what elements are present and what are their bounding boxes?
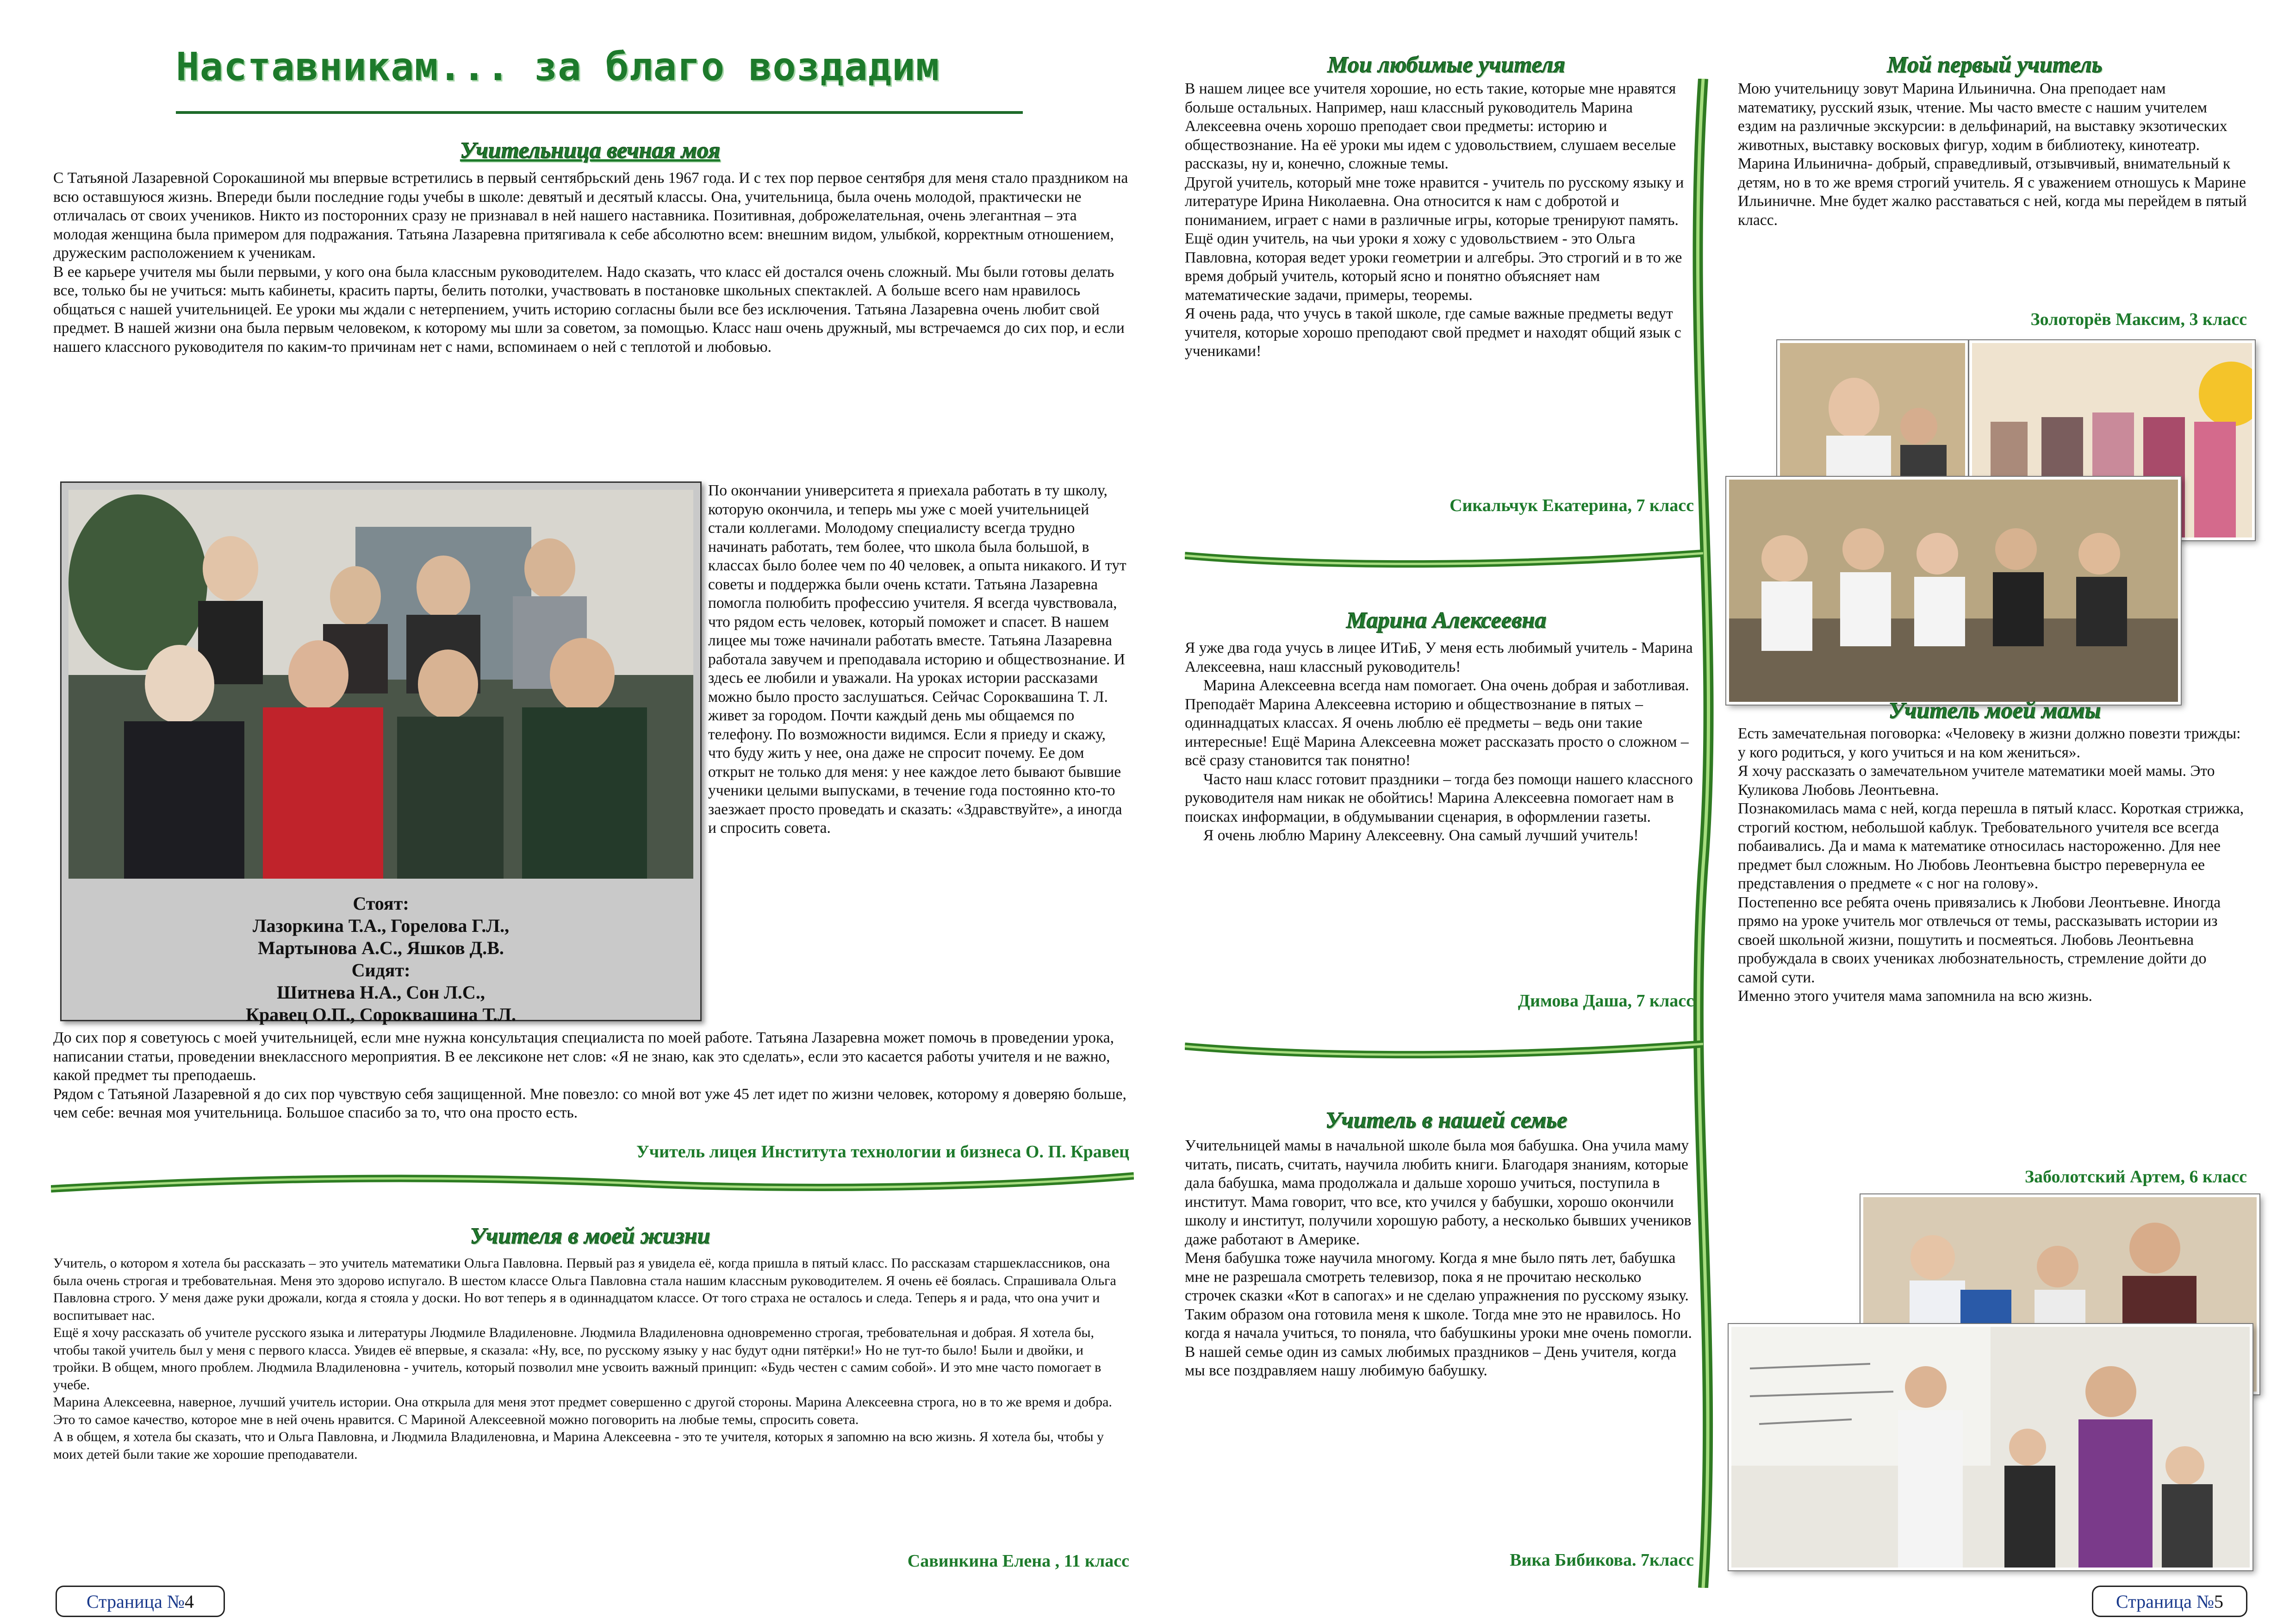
wave-divider: [51, 1171, 1134, 1199]
paragraph: Меня бабушка тоже научила многому. Когда я мне было пять лет, бабушка мне не разрешала смотреть телевизор, пока я не прочитаю несколько строчек сказки «Кот в сапогах» и не сделаю упражнения по русскому языку. Таким образом она готовила меня к школе. Тогда мне это не нравилось. Но когда я начала учиться, то поняла, что бабушкины уроки мне очень помогли.: [1185, 1249, 1692, 1342]
article-marina-alekseevna: [1185, 639, 1694, 845]
caption-line: Лазоркина Т.А., Горелова Г.Л.,: [252, 915, 510, 936]
caption-line: Мартынова А.С., Яшков Д.В.: [258, 937, 504, 958]
main-title: Наставникам... за благо воздадим: [176, 44, 940, 89]
paragraph: Познакомилась мама с ней, когда перешла в пятый класс. Короткая стрижка, строгий костюм, небольшой каблук. Требовательного учителя все всегда побаивались. Да и мама к математике относилась настороженно. Для нее предмет был сложным. Но Любовь Леонтьевна быстро перевернула ее представления о предмете « с ног на голову».: [1738, 800, 2244, 892]
article-teacher-forever-intro: [53, 169, 1132, 356]
photo-board-lesson: [1729, 1324, 2252, 1570]
title-underline: [176, 111, 1023, 114]
paragraph: Я очень рада, что учусь в такой школе, где самые важные предметы ведут учителя, которые хорошо преподают свой предмет и находят общий язык с учениками!: [1185, 305, 1681, 360]
article-teacher-in-family: [1185, 1137, 1694, 1380]
section-heading-marina-alekseevna: Марина Алексеевна: [1346, 607, 1547, 633]
paragraph: Есть замечательная поговорка: «Человеку в жизни должно повезти трижды: у кого родиться, у кого учиться и на ком жениться».: [1738, 725, 2241, 761]
paragraph: Ещё один учитель, на чьи уроки я хожу с удовольствием - это Ольга Павловна, которая ведет уроки геометрии и алгебры. Это строгий и в то же время добрый учитель, который ясно и понятно объясняет нам математические задачи, примеры, теоремы.: [1185, 230, 1682, 304]
paragraph: Марина Алексеевна всегда нам помогает. Она очень добрая и заботливая. Преподаёт Марина Алексеевна историю и обществознание в пятых – одиннадцатых классах. Я очень люблю её предметы – ведь они такие интересные! Ещё Марина Алексеевна может рассказать просто о сложном – всё сразу становится так понятно!: [1185, 677, 1689, 769]
signature: Савинкина Елена , 11 класс: [907, 1551, 1129, 1571]
section-heading-teacher-forever: Учительница вечная моя: [460, 137, 721, 163]
paragraph: В ее карьере учителя мы были первыми, у кого она была классным руководителем. Надо сказать, что класс ей достался очень сложный. Мы были готовы делать все, только бы не учиться: мыть кабинеты, красить парты, белить потолки, участвовать в постановке школьных спектаклей. А больше всего нам нравилось общаться с нашей учительницей. Ее уроки мы ждали с нетерпением, учить историю согласны были все без исключения. Татьяна Лазаревна очень любит свой предмет. В нашей жизни она была первым человеком, к которому мы шли за советом, за помощью. Класс наш очень дружный, мы встречаемся до сих пор, и если нашего классного руководителя по каким-то причинам нет с нами, вспоминаем о ней с теплотой и любовью.: [53, 263, 1125, 356]
caption-line: Сидят:: [351, 960, 411, 981]
section-heading-favorite-teachers: Мои любимые учителя: [1327, 51, 1565, 77]
signature: Заболотский Артем, 6 класс: [2025, 1167, 2247, 1187]
photo-classroom-students: [1726, 477, 2181, 705]
paragraph: В нашем лицее все учителя хорошие, но есть такие, которые мне нравятся больше остальных. Например, наш классный руководитель Марина Алексеевна очень хорошо преподает свои предметы: историю и обществознание. На её уроки мы идем с удовольствием, слушаем веселые рассказы, ну и, конечно, сложные темы.: [1185, 80, 1676, 172]
paragraph: Мою учительницу зовут Марина Ильинична. Она преподает нам математику, русский язык, чтение. Мы часто вместе с нашим учителем ездим на различные экскурсии: в дельфинарий, на выставку экзотических животных, выставку восковых фигур, ходим в библиотеку, кинотеатр. Марина Ильинична- добрый, справедливый, отзывчивый, внимательный к детям, но в то же время строгий учитель. Я с уважением отношусь к Марине Ильиничне. Мне будет жалко расставаться с ней, когда мы перейдем в пятый класс.: [1738, 80, 2247, 229]
page-num: 4: [185, 1591, 194, 1612]
signature: Сикальчук Екатерина, 7 класс: [1450, 496, 1694, 515]
article-moms-teacher: [1738, 725, 2247, 1006]
paragraph: Марина Алексеевна, наверное, лучший учитель истории. Она открыла для меня этот предмет совершенно с другой стороны. Марина Алексеевна строга, но в то же время и добра. Это то самое качество, которое мне в ней очень нравится. С Мариной Алексеевной можно поговорить на любые темы, спросить совета.: [53, 1394, 1112, 1427]
paragraph: По окончании университета я приехала работать в ту школу, которую окончила, и теперь мы уже с моей учительницей стали коллегами. Молодому специалисту всегда трудно начинать работать, тем более, что школа была большой, в классах было более чем по 40 человек, а опыта никакого. И тут советы и поддержка были очень кстати. Татьяна Лазаревна помогла полюбить профессию учителя. Я всегда чувствовала, что рядом есть человек, который поможет и спасет. В нашем лицее мы тоже начинали работать вместе. Татьяна Лазаревна работала завучем и преподавала историю и обществознание. И здесь ее любили и уважали. На уроках истории рассказами можно было просто заслушаться. Сейчас Сороквашина Т. Л. живет за городом. Почти каждый день мы общаемся по телефону. По возможности видимся. Если я приеду и скажу, что буду жить у нее, она даже не спросит почему. Ее дом открыт не только для меня: у нее каждое лето бывают бывшие ученики целыми выпусками, в течение года постоянно кто-то заезжает просто проведать и сказать: «Здравствуйте», а иногда и спросить совета.: [708, 482, 1126, 837]
paragraph: А в общем, я хотела бы сказать, что и Ольга Павловна, и Людмила Владиленовна, и Марина Алексеевна - это те учителя, которых я запомню на всю жизнь. Я хотела бы, чтобы у моих детей были такие же хорошие преподаватели.: [53, 1429, 1104, 1462]
article-teacher-forever-end: [53, 1029, 1132, 1123]
paragraph: Я очень люблю Марину Алексеевну. Она самый лучший учитель!: [1203, 827, 1639, 844]
paragraph: Часто наш класс готовит праздники – тогда без помощи нашего классного руководителя нам никак не обойтись! Марина Алексеевна помогает нам в поисках информации, в обдумывании сценария, в оформлении газеты.: [1185, 770, 1693, 825]
page-label: Страница №: [2116, 1591, 2214, 1612]
page-num: 5: [2214, 1591, 2223, 1612]
paragraph: Другой учитель, который мне тоже нравится - учитель по русскому языку и литературе Ирина Николаевна. Она относится к нам с добротой и пониманием, играет с нами в различные игры, которые тренируют память.: [1185, 174, 1684, 229]
group-photo-frame: [60, 481, 702, 1025]
paragraph: С Татьяной Лазаревной Сорокашиной мы впервые встретились в первый сентябрьский день 1967 года. И с тех пор первое сентября для меня стало праздником на всю оставшуюся жизнь. Впереди были последние годы учебы в школе: девятый и десятый классы. Она, учительница, была очень молодой, практически не отличалась от своих учеников. Никто из посторонних сразу не признавал в ней нашего наставника. Позитивная, доброжелательная, очень элегантная – эта молодая женщина была примером для подражания. Татьяна Лазаревна притягивала к себе абсолютно всем: внешним видом, улыбкой, корректным отношением, дружеским расположением к ученикам.: [53, 169, 1128, 262]
page-label: Страница №: [86, 1591, 185, 1612]
group-photo: [68, 490, 693, 879]
signature: Димова Даша, 7 класс: [1518, 991, 1694, 1011]
article-favorite-teachers: [1185, 80, 1694, 361]
wave-divider: [1185, 1037, 1703, 1065]
photo-caption: [62, 893, 700, 1026]
section-heading-first-teacher: Мой первый учитель: [1887, 51, 2103, 77]
paragraph: Именно этого учителя мама запомнила на всю жизнь.: [1738, 987, 2092, 1005]
section-heading-teachers-in-my-life: Учителя в моей жизни: [470, 1223, 710, 1249]
paragraph: В нашей семье один из самых любимых праздников – День учителя, когда мы все поздравляем нашу любимую бабушку.: [1185, 1343, 1677, 1379]
paragraph: Я хочу рассказать о замечательном учителе математики моей мамы. Это Куликова Любовь Леонтьевна.: [1738, 762, 2215, 799]
paragraph: Учитель, о котором я хотела бы рассказать – это учитель математики Ольга Павловна. Первый раз я увидела её, когда пришла в пятый класс. По рассказам старшеклассников, она была очень строгая и требовательная. Меня это здорово испугало. В шестом классе Ольга Павловна стала нашим классным руководителем. Я очень её боялась. Спрашивала Ольга Павловна строго. У меня даже руки дрожали, когда я стояла у доски. Но вот теперь я в одиннадцатом классе. От того страха не осталось и следа. Теперь я и рада, что она учит и воспитывает нас.: [53, 1255, 1116, 1323]
signature: Золоторёв Максим, 3 класс: [2030, 310, 2247, 329]
paragraph: Я уже два года учусь в лицее ИТиБ, У меня есть любимый учитель - Марина Алексеевна, наш классный руководитель!: [1185, 639, 1693, 675]
paragraph: Постепенно все ребята очень привязались к Любови Леонтьевне. Иногда прямо на уроке учитель мог отвлечься от темы, рассказывать истории из своей школьной жизни, пошутить и посмеяться. Любовь Леонтьевна пробуждала в своих учениках любознательность, стремление дойти до самой сути.: [1738, 893, 2221, 986]
paragraph: Рядом с Татьяной Лазаревной я до сих пор чувствую себя защищенной. Мне повезло: со мной вот уже 45 лет идет по жизни человек, которому я доверяю больше, чем себе: вечная моя учительница. Большое спасибо за то, что она просто есть.: [53, 1085, 1126, 1121]
paragraph: До сих пор я советуюсь с моей учительницей, если мне нужна консультация специалиста по моей работе. Татьяна Лазаревна может помочь в проведении урока, написании статьи, проведении внеклассного мероприятия. В ее лексиконе нет слов: «Я не знаю, как это сделать», если это касается работы учителя и не важно, какой предмет ты преподаешь.: [53, 1029, 1114, 1084]
article-teacher-forever-side: [708, 481, 1129, 838]
page-number-right: [2092, 1586, 2247, 1617]
article-teachers-in-my-life: [53, 1255, 1132, 1463]
wave-divider: [1185, 546, 1703, 574]
caption-line: Стоят:: [353, 893, 409, 914]
caption-line: Кравец О.П., Сороквашина Т.Л.: [245, 1004, 516, 1025]
section-heading-moms-teacher: Учитель моей мамы: [1888, 697, 2101, 723]
signature: Учитель лицея Института технологии и бизнеса О. П. Кравец: [636, 1142, 1129, 1162]
page-number-left: [56, 1586, 225, 1617]
article-first-teacher: [1738, 80, 2247, 230]
paragraph: Ещё я хочу рассказать об учителе русского языка и литературы Людмиле Владиленовне. Людмила Владиленовна одновременно строгая, требовательная и добрая. Я хотела бы, чтобы такой учитель был у меня с первого класса. Увидев её впервые, я сказала: «Ну, все, по русскому языку у нас будут одни пятёрки!» Но не тут-то было! Были и двойки, и тройки. В общем, много проблем. Людмила Владиленовна - учитель, который позволил мне усвоить важный принцип: «Будь честен с самим собой». И это мне часто помогает в учебе.: [53, 1325, 1101, 1393]
signature: Вика Бибикова. 7класс: [1510, 1550, 1694, 1570]
section-heading-teacher-in-family: Учитель в нашей семье: [1325, 1107, 1568, 1133]
paragraph: Учительницей мамы в начальной школе была моя бабушка. Она учила маму читать, писать, считать, научила любить книги. Благодаря знаниям, которые дала бабушка, мама продолжала и дальше хорошо учиться, поступила в институт. Мама говорит, что все, кто учился у бабушки, хорошо окончили школу и институт, получили хорошую работу, а несколько бывших учеников даже работают в Америке.: [1185, 1137, 1692, 1248]
caption-line: Шитнева Н.А., Сон Л.С.,: [277, 982, 485, 1003]
